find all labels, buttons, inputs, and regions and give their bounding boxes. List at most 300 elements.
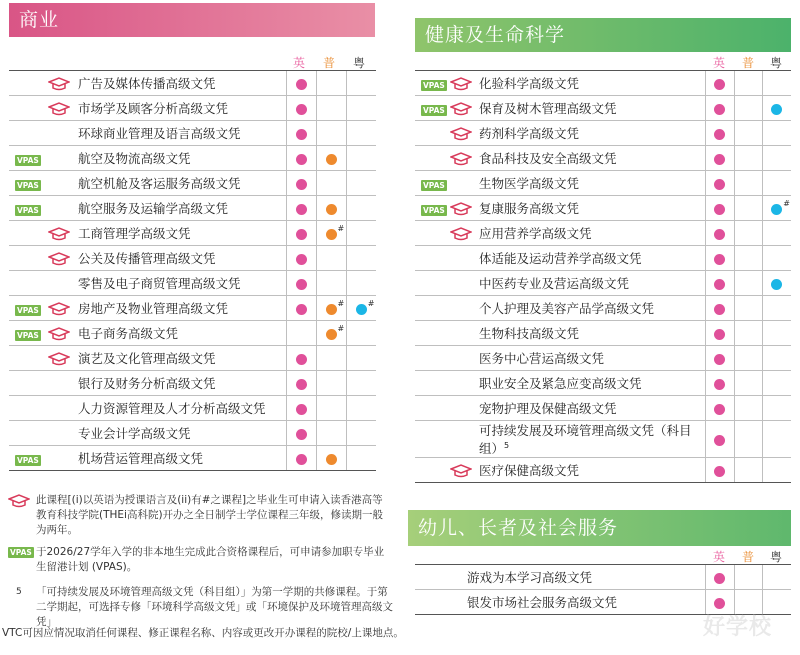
vpas-cell xyxy=(9,171,44,196)
course-row xyxy=(415,321,791,346)
graduation-cap-icon xyxy=(450,202,472,216)
course-row xyxy=(415,565,791,590)
vpas-cell xyxy=(9,421,44,446)
yue-cell xyxy=(346,246,376,271)
cap-cell xyxy=(44,346,74,371)
watermark: 好学校 xyxy=(702,615,772,640)
child-panel xyxy=(408,510,791,546)
vpas-cell xyxy=(9,146,44,171)
en-dot xyxy=(714,404,725,415)
cap-cell xyxy=(44,371,74,396)
en-dot xyxy=(296,154,307,165)
course-name[interactable]: 人力资源管理及人才分析高级文凭 xyxy=(74,396,286,421)
cap-cell xyxy=(447,371,475,396)
vpas-cell xyxy=(9,121,44,146)
vpas-cell xyxy=(415,246,447,271)
child-course-table xyxy=(415,564,791,615)
footnote-number: 5 xyxy=(16,587,22,597)
en-dot xyxy=(296,304,307,315)
graduation-cap-icon xyxy=(48,252,70,266)
course-name[interactable]: 市场学及顾客分析高级文凭 xyxy=(74,96,286,121)
course-row xyxy=(415,96,791,121)
cap-cell xyxy=(447,146,475,171)
yue-cell xyxy=(346,171,376,196)
pu-cell xyxy=(316,421,346,446)
course-name[interactable]: 医务中心营运高级文凭 xyxy=(475,346,705,371)
vpas-badge: VPAS xyxy=(423,105,445,115)
course-row xyxy=(9,321,376,346)
graduation-cap-icon xyxy=(450,77,472,91)
lang-pu-label: 普 xyxy=(741,56,754,70)
pu-cell xyxy=(734,421,762,458)
en-dot xyxy=(296,179,307,190)
course-name[interactable]: 演艺及文化管理高级文凭 xyxy=(74,346,286,371)
pu-dot xyxy=(326,229,337,240)
yue-cell xyxy=(762,458,791,483)
en-cell xyxy=(286,96,316,121)
en-cell xyxy=(705,346,734,371)
course-row xyxy=(415,221,791,246)
yue-cell xyxy=(762,246,791,271)
course-row xyxy=(415,371,791,396)
pu-cell xyxy=(316,96,346,121)
hash-mark: # xyxy=(337,224,345,233)
vpas-badge: VPAS xyxy=(10,548,32,557)
en-cell xyxy=(705,246,734,271)
en-dot xyxy=(714,329,725,340)
yue-dot xyxy=(771,104,782,115)
en-cell xyxy=(286,171,316,196)
course-name[interactable]: 化验科学高级文凭 xyxy=(475,71,705,96)
course-row xyxy=(9,121,376,146)
vpas-cell xyxy=(415,458,447,483)
course-row xyxy=(9,171,376,196)
vpas-cell xyxy=(415,271,447,296)
cap-cell xyxy=(44,271,74,296)
course-row xyxy=(9,446,376,471)
cap-cell xyxy=(447,71,475,96)
en-dot xyxy=(296,404,307,415)
yue-cell xyxy=(346,96,376,121)
cap-cell xyxy=(44,96,74,121)
course-row xyxy=(9,221,376,246)
course-row xyxy=(415,171,791,196)
yue-cell xyxy=(346,346,376,371)
pu-cell xyxy=(734,146,762,171)
yue-cell xyxy=(346,221,376,246)
yue-cell xyxy=(346,71,376,96)
footnote-ref: 5 xyxy=(504,440,510,450)
pu-cell xyxy=(316,71,346,96)
yue-cell xyxy=(762,271,791,296)
business-lang-header xyxy=(284,54,376,70)
yue-cell xyxy=(762,221,791,246)
vpas-cell xyxy=(9,396,44,421)
pu-cell xyxy=(734,346,762,371)
lang-yue-label: 粤 xyxy=(352,56,365,70)
cap-cell xyxy=(44,171,74,196)
pu-cell xyxy=(734,458,762,483)
course-name[interactable]: 零售及电子商贸管理高级文凭 xyxy=(74,271,286,296)
course-name[interactable]: 房地产及物业管理高级文凭 xyxy=(74,296,286,321)
yue-cell xyxy=(762,565,791,590)
vpas-badge: VPAS xyxy=(423,80,445,90)
en-dot xyxy=(296,204,307,215)
course-row xyxy=(415,246,791,271)
graduation-cap-icon xyxy=(450,127,472,141)
yue-cell xyxy=(346,321,376,346)
pu-cell xyxy=(734,221,762,246)
en-cell xyxy=(286,271,316,296)
course-row xyxy=(9,246,376,271)
course-name[interactable]: 航空及物流高级文凭 xyxy=(74,146,286,171)
pu-cell xyxy=(316,246,346,271)
cap-cell xyxy=(44,221,74,246)
course-name[interactable]: 公关及传播管理高级文凭 xyxy=(74,246,286,271)
course-name[interactable]: 体适能及运动营养学高级文凭 xyxy=(475,246,705,271)
course-name[interactable]: 广告及媒体传播高级文凭 xyxy=(74,71,286,96)
course-name[interactable]: 个人护理及美容产品学高级文凭 xyxy=(475,296,705,321)
cap-cell xyxy=(44,71,74,96)
course-row xyxy=(415,71,791,96)
en-dot xyxy=(296,379,307,390)
vpas-badge: VPAS xyxy=(423,205,445,215)
en-dot xyxy=(714,466,725,477)
cap-cell xyxy=(447,221,475,246)
course-name[interactable]: 银发市场社会服务高级文凭 xyxy=(467,590,705,615)
pu-cell xyxy=(316,146,346,171)
hash-mark: # xyxy=(783,199,790,208)
cap-cell xyxy=(447,246,475,271)
cap-cell xyxy=(447,171,475,196)
pu-cell xyxy=(316,121,346,146)
graduation-cap-icon xyxy=(8,494,30,508)
cap-cell xyxy=(447,458,475,483)
en-dot xyxy=(714,154,725,165)
cap-cell xyxy=(447,271,475,296)
course-name[interactable]: 环球商业管理及语言高级文凭 xyxy=(74,121,286,146)
vpas-cell xyxy=(415,565,467,590)
en-cell xyxy=(286,421,316,446)
en-dot xyxy=(714,204,725,215)
en-cell xyxy=(705,96,734,121)
en-cell xyxy=(286,146,316,171)
en-cell xyxy=(705,146,734,171)
cap-cell xyxy=(44,121,74,146)
vpas-cell xyxy=(415,321,447,346)
course-name[interactable]: 银行及财务分析高级文凭 xyxy=(74,371,286,396)
yue-cell xyxy=(762,121,791,146)
pu-dot xyxy=(326,154,337,165)
pu-cell xyxy=(316,396,346,421)
child-header: 幼儿、长者及社会服务 xyxy=(408,510,791,546)
en-cell xyxy=(286,246,316,271)
vpas-cell xyxy=(415,196,447,221)
en-dot xyxy=(714,229,725,240)
course-row xyxy=(415,458,791,483)
course-name[interactable]: 电子商务高级文凭 xyxy=(74,321,286,346)
vpas-badge: VPAS xyxy=(17,330,39,340)
course-row xyxy=(415,196,791,221)
graduation-cap-icon xyxy=(48,302,70,316)
vpas-cell xyxy=(9,271,44,296)
graduation-cap-icon xyxy=(48,102,70,116)
course-name[interactable]: 医疗保健高级文凭 xyxy=(475,458,705,483)
yue-cell xyxy=(346,446,376,471)
course-row xyxy=(9,271,376,296)
pu-cell xyxy=(734,196,762,221)
health-lang-header xyxy=(704,54,796,70)
yue-cell xyxy=(346,421,376,446)
en-dot xyxy=(714,279,725,290)
yue-cell xyxy=(346,146,376,171)
business-header: 商业 xyxy=(9,3,375,37)
en-dot xyxy=(296,354,307,365)
en-dot xyxy=(296,279,307,290)
pu-cell xyxy=(316,171,346,196)
pu-cell xyxy=(734,396,762,421)
yue-cell xyxy=(762,171,791,196)
vpas-cell xyxy=(415,71,447,96)
course-name[interactable]: 职业安全及紧急应变高级文凭 xyxy=(475,371,705,396)
pu-cell xyxy=(734,321,762,346)
en-dot xyxy=(714,379,725,390)
en-cell xyxy=(286,446,316,471)
hash-mark: # xyxy=(367,299,375,308)
pu-cell xyxy=(316,346,346,371)
cap-cell xyxy=(447,421,475,458)
course-name[interactable]: 生物科技高级文凭 xyxy=(475,321,705,346)
course-name[interactable]: 应用营养学高级文凭 xyxy=(475,221,705,246)
en-dot xyxy=(296,229,307,240)
graduation-cap-icon xyxy=(48,352,70,366)
vpas-cell xyxy=(9,346,44,371)
vpas-note: 于2026/27学年入学的非本地生完成此合资格课程后，可申请参加职专毕业生留港计划 (VPAS)。 xyxy=(36,546,385,573)
en-dot xyxy=(296,79,307,90)
graduation-cap-icon xyxy=(48,327,70,341)
graduation-cap-icon xyxy=(48,77,70,91)
disclaimer: VTC可因应情况取消任何课程、修正课程名称、内容或更改开办课程的院校/上课地点。 xyxy=(2,627,404,639)
cap-cell xyxy=(447,121,475,146)
cap-cell xyxy=(44,196,74,221)
pu-cell xyxy=(734,71,762,96)
yue-dot xyxy=(356,304,367,315)
cap-cell xyxy=(44,296,74,321)
pu-cell xyxy=(734,371,762,396)
vpas-cell xyxy=(415,590,467,615)
vpas-badge: VPAS xyxy=(17,305,39,315)
en-cell xyxy=(705,271,734,296)
vpas-cell xyxy=(9,71,44,96)
course-name[interactable]: 可持续发展及环境管理高级文凭（科目组）$^5$ xyxy=(475,421,705,458)
course-row xyxy=(415,346,791,371)
course-row xyxy=(415,296,791,321)
course-row xyxy=(415,121,791,146)
en-dot xyxy=(296,129,307,140)
course-name[interactable]: 工商管理学高级文凭 xyxy=(74,221,286,246)
lang-pu-label: 普 xyxy=(322,56,335,70)
business-panel xyxy=(9,3,375,37)
yue-cell xyxy=(762,96,791,121)
course-name[interactable]: 宠物护理及保健高级文凭 xyxy=(475,396,705,421)
graduation-cap-icon xyxy=(450,227,472,241)
yue-cell xyxy=(346,121,376,146)
en-dot xyxy=(296,429,307,440)
en-cell xyxy=(286,296,316,321)
course-name[interactable]: 机场营运管理高级文凭 xyxy=(74,446,286,471)
en-cell xyxy=(705,71,734,96)
en-cell xyxy=(705,196,734,221)
vpas-cell xyxy=(9,296,44,321)
graduation-cap-icon xyxy=(450,102,472,116)
cap-cell xyxy=(44,146,74,171)
course-row xyxy=(9,421,376,446)
course-row xyxy=(9,146,376,171)
en-cell xyxy=(705,458,734,483)
hash-mark: # xyxy=(337,299,345,308)
lang-en-label: 英 xyxy=(292,56,305,70)
yue-dot xyxy=(771,279,782,290)
course-name[interactable]: 中医药专业及营运高级文凭 xyxy=(475,271,705,296)
graduation-cap-icon xyxy=(450,464,472,478)
vpas-cell xyxy=(415,396,447,421)
course-name[interactable]: 药剂科学高级文凭 xyxy=(475,121,705,146)
yue-cell xyxy=(346,271,376,296)
cap-cell xyxy=(447,321,475,346)
pu-dot xyxy=(326,329,337,340)
cap-cell xyxy=(44,321,74,346)
yue-cell xyxy=(762,146,791,171)
yue-cell xyxy=(762,371,791,396)
hash-mark: # xyxy=(337,324,345,333)
vpas-cell xyxy=(415,371,447,396)
vpas-badge: VPAS xyxy=(17,205,39,215)
en-cell xyxy=(286,221,316,246)
cap-cell xyxy=(44,446,74,471)
vpas-cell xyxy=(9,246,44,271)
health-course-table xyxy=(415,70,791,483)
en-cell xyxy=(286,196,316,221)
pu-cell xyxy=(316,296,346,321)
en-dot xyxy=(714,304,725,315)
cap-cell xyxy=(447,296,475,321)
vpas-cell xyxy=(415,121,447,146)
vpas-badge: VPAS xyxy=(423,180,445,190)
vpas-cell xyxy=(415,221,447,246)
course-row xyxy=(9,296,376,321)
pu-cell xyxy=(734,271,762,296)
business-course-table xyxy=(9,70,376,471)
yue-cell xyxy=(346,371,376,396)
course-row xyxy=(9,196,376,221)
vpas-badge: VPAS xyxy=(17,455,39,465)
vpas-cell xyxy=(415,421,447,458)
en-cell xyxy=(705,296,734,321)
en-cell xyxy=(286,371,316,396)
yue-cell xyxy=(762,346,791,371)
cap-cell xyxy=(44,246,74,271)
vpas-cell xyxy=(9,196,44,221)
vpas-cell xyxy=(9,221,44,246)
pu-cell xyxy=(734,296,762,321)
en-dot xyxy=(714,435,725,446)
en-cell xyxy=(705,321,734,346)
en-cell xyxy=(705,171,734,196)
course-name[interactable]: 生物医学高级文凭 xyxy=(475,171,705,196)
en-cell xyxy=(705,565,734,590)
vpas-badge: VPAS xyxy=(17,180,39,190)
course-name[interactable]: 游戏为本学习高级文凭 xyxy=(467,565,705,590)
en-cell xyxy=(286,121,316,146)
en-dot xyxy=(714,179,725,190)
vpas-cell xyxy=(9,446,44,471)
course-name[interactable]: 航空机舱及客运服务高级文凭 xyxy=(74,171,286,196)
course-name[interactable]: 航空服务及运输学高级文凭 xyxy=(74,196,286,221)
lang-yue-label: 粤 xyxy=(769,56,782,70)
en-dot xyxy=(714,573,725,584)
cap-note: 此课程[(i)以英语为授课语言及(ii)有#之课程]之毕业生可申请入读香港高等教育科技学院(THEi高科院)开办之全日制学士学位课程三年级，修读期一般为两年。 xyxy=(36,494,384,536)
en-cell xyxy=(286,396,316,421)
graduation-cap-icon xyxy=(48,227,70,241)
cap-cell xyxy=(44,396,74,421)
pu-cell xyxy=(316,321,346,346)
pu-cell xyxy=(734,121,762,146)
pu-cell xyxy=(316,446,346,471)
en-dot xyxy=(714,129,725,140)
pu-cell xyxy=(734,96,762,121)
pu-dot xyxy=(326,204,337,215)
course-row xyxy=(9,396,376,421)
yue-cell xyxy=(762,296,791,321)
course-row xyxy=(415,421,791,458)
yue-cell xyxy=(346,296,376,321)
graduation-cap-icon xyxy=(450,152,472,166)
child-lang-header xyxy=(704,548,796,564)
course-name[interactable]: 食品科技及安全高级文凭 xyxy=(475,146,705,171)
footnote-text: 「可持续发展及环境管理高级文凭（科目组）」为第一学期的共修课程。于第二学期起，可选择专修「环境科学高级文凭」或「环境保护及环境管理高级文凭」 xyxy=(36,586,393,628)
en-dot xyxy=(714,598,725,609)
yue-dot xyxy=(771,204,782,215)
course-name[interactable]: 专业会计学高级文凭 xyxy=(74,421,286,446)
course-row xyxy=(415,396,791,421)
course-name[interactable]: 复康服务高级文凭 xyxy=(475,196,705,221)
cap-cell xyxy=(447,96,475,121)
course-row xyxy=(9,71,376,96)
cap-cell xyxy=(447,396,475,421)
yue-cell xyxy=(346,396,376,421)
en-dot xyxy=(714,254,725,265)
vpas-cell xyxy=(415,96,447,121)
course-row xyxy=(415,146,791,171)
health-header: 健康及生命科学 xyxy=(415,18,791,52)
course-name[interactable]: 保育及树木管理高级文凭 xyxy=(475,96,705,121)
en-cell xyxy=(286,346,316,371)
en-cell xyxy=(705,221,734,246)
pu-dot xyxy=(326,454,337,465)
yue-cell xyxy=(346,196,376,221)
pu-dot xyxy=(326,304,337,315)
cap-cell xyxy=(44,421,74,446)
vpas-badge: VPAS xyxy=(17,155,39,165)
pu-cell xyxy=(316,271,346,296)
en-dot xyxy=(714,104,725,115)
course-row xyxy=(415,271,791,296)
en-cell xyxy=(286,321,316,346)
en-dot xyxy=(296,454,307,465)
en-cell xyxy=(705,121,734,146)
en-cell xyxy=(705,396,734,421)
lang-pu-label: 普 xyxy=(741,550,754,564)
